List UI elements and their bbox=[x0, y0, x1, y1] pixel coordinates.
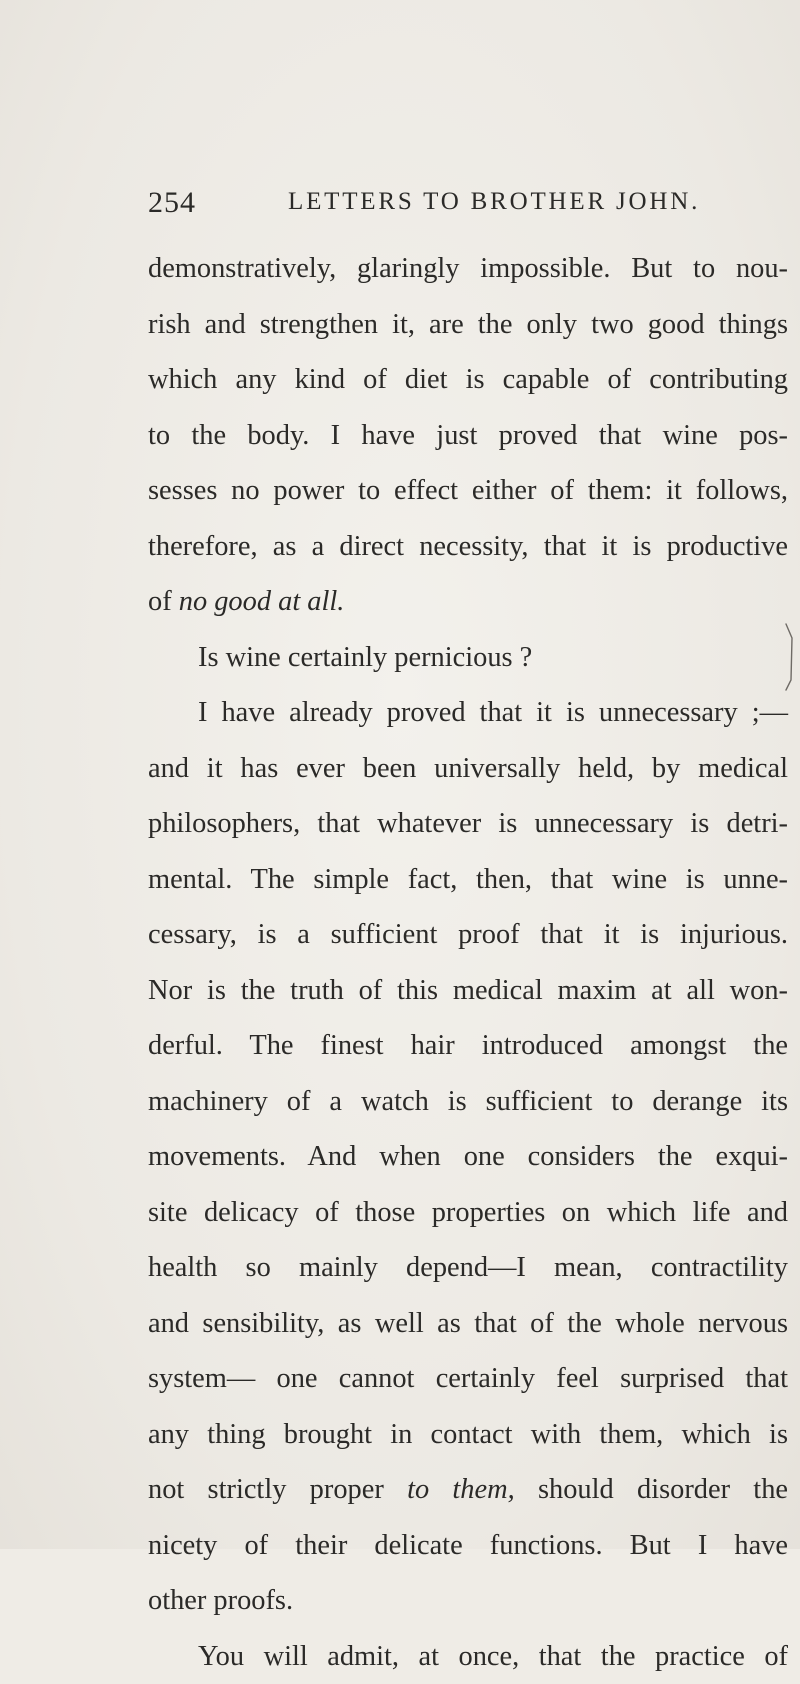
body-text bbox=[148, 241, 788, 1684]
text-line: to the body. I have just proved that wine pos- bbox=[148, 408, 788, 464]
text-line: Nor is the truth of this medical maxim at all won- bbox=[148, 963, 788, 1019]
page-number: 254 bbox=[148, 186, 196, 220]
running-head bbox=[148, 186, 788, 226]
text-run: should disorder the bbox=[515, 1474, 788, 1505]
text-line: and sensibility, as well as that of the whole nervous bbox=[148, 1296, 788, 1352]
text-line bbox=[148, 574, 788, 630]
italic-run: no good at all. bbox=[179, 586, 345, 617]
text-line: machinery of a watch is sufficient to derange its bbox=[148, 1074, 788, 1130]
italic-run: to them, bbox=[407, 1474, 515, 1505]
text-line: cessary, is a sufficient proof that it is injurious. bbox=[148, 907, 788, 963]
text-line: sesses no power to effect either of them: it follows, bbox=[148, 463, 788, 519]
text-line: derful. The finest hair introduced amongst the bbox=[148, 1018, 788, 1074]
text-line: and it has ever been universally held, by medical bbox=[148, 741, 788, 797]
paragraph-first-line: You will admit, at once, that the practice of bbox=[148, 1629, 788, 1684]
text-line: rish and strengthen it, are the only two good things bbox=[148, 297, 788, 353]
text-line: health so mainly depend—I mean, contractility bbox=[148, 1240, 788, 1296]
text-line: demonstratively, glaringly impossible. But to nou- bbox=[148, 241, 788, 297]
paragraph-first-line: Is wine certainly pernicious ? bbox=[148, 630, 788, 686]
text-line: mental. The simple fact, then, that wine is unne- bbox=[148, 852, 788, 908]
text-line: system— one cannot certainly feel surprised that bbox=[148, 1351, 788, 1407]
text-line: any thing brought in contact with them, which is bbox=[148, 1407, 788, 1463]
text-line: philosophers, that whatever is unnecessary is detri- bbox=[148, 796, 788, 852]
running-title: LETTERS TO BROTHER JOHN. bbox=[288, 188, 700, 216]
text-line: which any kind of diet is capable of contributing bbox=[148, 352, 788, 408]
text-line bbox=[148, 1462, 788, 1518]
text-line: movements. And when one considers the exqui- bbox=[148, 1129, 788, 1185]
text-line: therefore, as a direct necessity, that it is productive bbox=[148, 519, 788, 575]
text-run: of bbox=[148, 586, 179, 617]
paragraph-first-line: I have already proved that it is unnecessary ;— bbox=[148, 685, 788, 741]
text-run: not strictly proper bbox=[148, 1474, 407, 1505]
text-line: site delicacy of those properties on which life and bbox=[148, 1185, 788, 1241]
text-line: nicety of their delicate functions. But I have bbox=[148, 1518, 788, 1574]
margin-pencil-mark bbox=[782, 622, 796, 692]
text-line: other proofs. bbox=[148, 1573, 788, 1629]
